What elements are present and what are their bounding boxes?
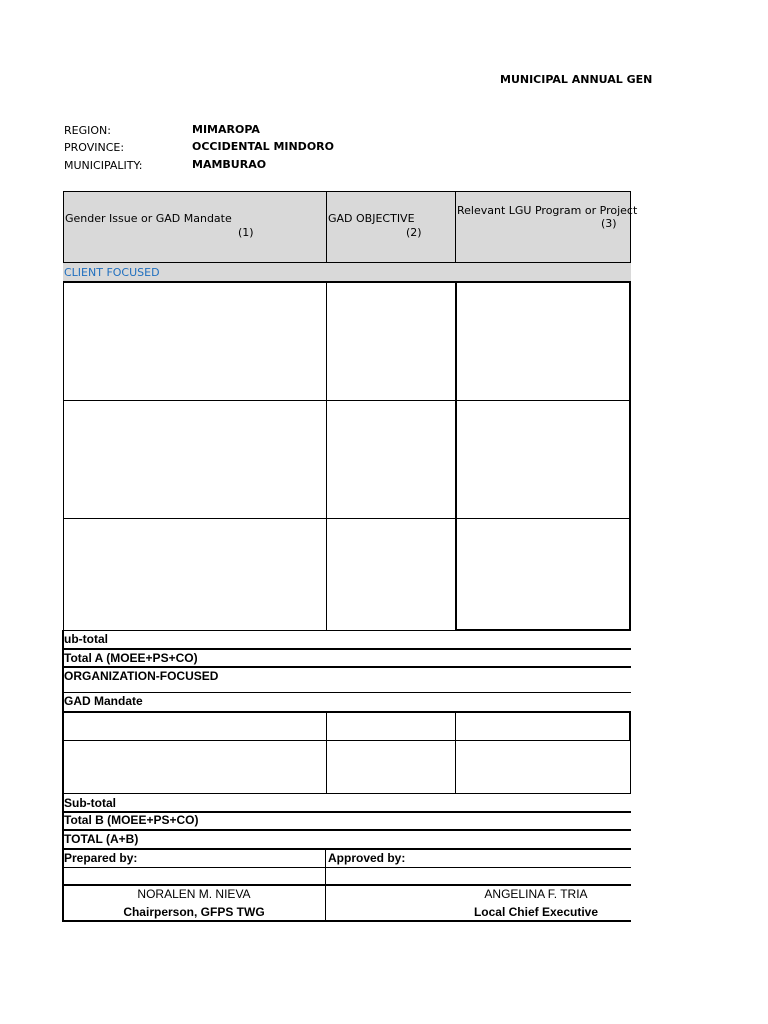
prepared-by-title: Chairperson, GFPS TWG bbox=[123, 905, 265, 919]
total-b-label: Total B (MOEE+PS+CO) bbox=[64, 813, 199, 827]
total-a-label: Total A (MOEE+PS+CO) bbox=[64, 651, 198, 665]
column-header-number: (3) bbox=[601, 217, 617, 230]
column-header-label: Gender Issue or GAD Mandate bbox=[65, 212, 232, 225]
column-header-label: Relevant LGU Program or Project bbox=[457, 204, 638, 217]
gad-mandate-label: GAD Mandate bbox=[64, 694, 143, 708]
table-cell bbox=[326, 400, 456, 519]
divider bbox=[63, 666, 631, 668]
divider bbox=[63, 867, 631, 868]
prepared-by-name: NORALEN M. NIEVA bbox=[137, 887, 251, 901]
org-focused-label: ORGANIZATION-FOCUSED bbox=[64, 669, 219, 683]
column-header-label: GAD OBJECTIVE bbox=[328, 212, 415, 225]
table-cell bbox=[455, 400, 631, 519]
table-bottom-border bbox=[63, 920, 631, 922]
municipality-label: MUNICIPALITY: bbox=[64, 159, 143, 172]
table-cell bbox=[63, 740, 327, 794]
region-label: REGION: bbox=[64, 124, 111, 137]
document-title: MUNICIPAL ANNUAL GEN bbox=[500, 73, 653, 86]
column-header-lgu-program bbox=[455, 191, 638, 263]
column-header-gad-objective bbox=[326, 191, 456, 263]
total-ab-label: TOTAL (A+B) bbox=[64, 832, 139, 846]
region-value: MIMAROPA bbox=[192, 123, 260, 136]
sub-total-label: ub-total bbox=[64, 632, 108, 646]
province-value: OCCIDENTAL MINDORO bbox=[192, 140, 334, 153]
table-cell bbox=[455, 740, 631, 794]
divider bbox=[63, 829, 631, 831]
sub-total-label: Sub-total bbox=[64, 796, 116, 810]
approved-by-title: Local Chief Executive bbox=[473, 905, 599, 919]
table-cell bbox=[63, 711, 327, 741]
table-cell bbox=[326, 740, 456, 794]
divider bbox=[63, 648, 631, 650]
table-cell bbox=[326, 711, 456, 741]
municipality-value: MAMBURAO bbox=[192, 158, 267, 171]
province-label: PROVINCE: bbox=[64, 141, 125, 154]
column-header-gender-issue bbox=[63, 191, 327, 263]
table-cell bbox=[326, 518, 456, 631]
approved-by-name: ANGELINA F. TRIA bbox=[484, 887, 588, 901]
table-cell bbox=[455, 711, 631, 741]
table-cell bbox=[63, 518, 327, 631]
prepared-by-label: Prepared by: bbox=[64, 851, 138, 865]
table-cell bbox=[326, 281, 456, 401]
table-cell bbox=[455, 518, 631, 631]
column-header-number: (1) bbox=[238, 226, 254, 239]
table-cell bbox=[63, 400, 327, 519]
table-cell bbox=[455, 281, 631, 401]
client-focused-row bbox=[63, 263, 631, 282]
divider bbox=[63, 848, 631, 850]
client-focused-label: CLIENT FOCUSED bbox=[64, 266, 160, 279]
column-header-number: (2) bbox=[406, 226, 422, 239]
table-cell bbox=[63, 281, 327, 401]
approved-by-label: Approved by: bbox=[328, 851, 406, 865]
divider bbox=[63, 884, 631, 886]
divider bbox=[63, 692, 631, 693]
